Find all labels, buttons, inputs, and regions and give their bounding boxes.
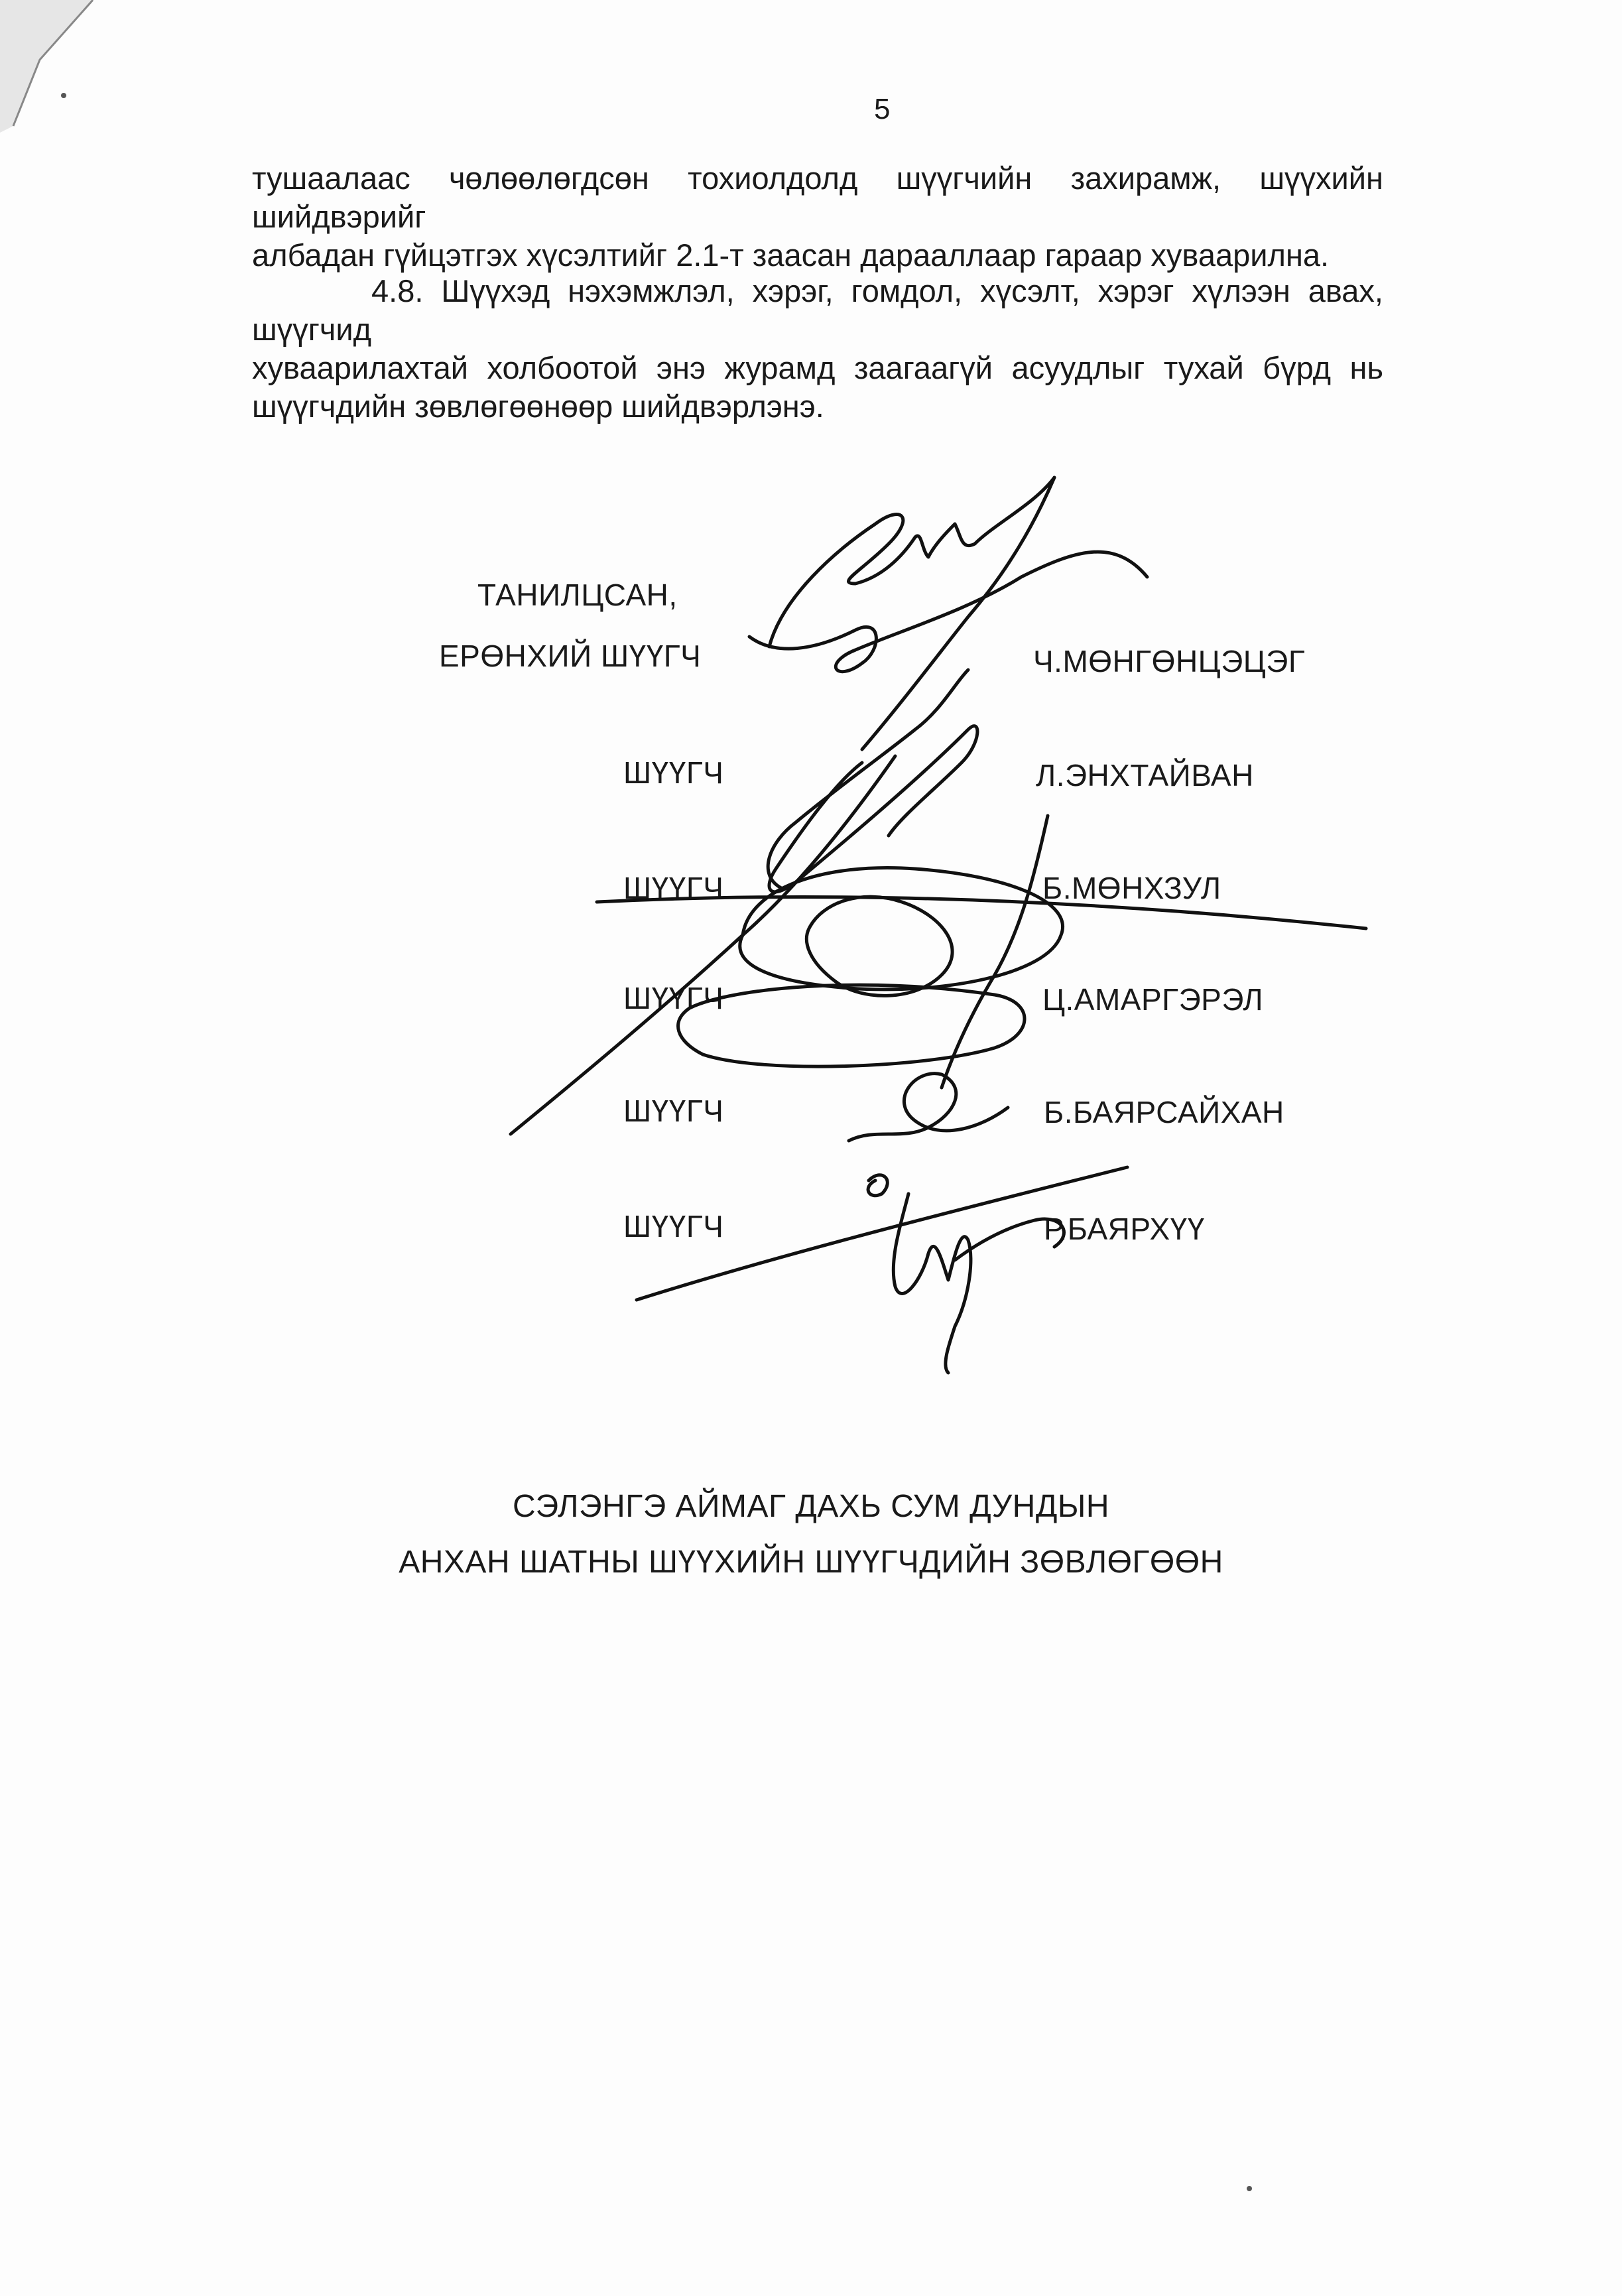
paragraph-line: албадан гүйцэтгэх хүсэлтийг 2.1-т заасан дарааллаар гараар хуваарилна. (252, 237, 1330, 273)
footer-line-1: СЭЛЭНГЭ АЙМАГ ДАХЬ СУМ ДУНДЫН (513, 1489, 1109, 1524)
signature-stroke (806, 897, 952, 995)
signature-stroke (740, 867, 1063, 989)
page-number: 5 (874, 93, 891, 125)
folded-corner-artifact (0, 0, 106, 133)
scan-speck (61, 93, 66, 98)
acknowledgement-heading: ТАНИЛЦСАН, (477, 578, 678, 612)
signatory-title: ШҮҮГЧ (623, 1094, 724, 1128)
signatory-title: ШҮҮГЧ (623, 981, 724, 1015)
signatory-name: Б.МӨНХЗУЛ (1042, 871, 1221, 905)
signatory-title: ЕРӨНХИЙ ШҮҮГЧ (439, 639, 702, 673)
signatory-name: Б.БАЯРСАЙХАН (1044, 1095, 1284, 1129)
paragraph-line: хуваарилахтай холбоотой энэ журамд заагаагүй асуудлыг тухай бүрд нь (252, 350, 1383, 385)
paragraph-line (252, 272, 1383, 349)
scan-speck (1247, 2186, 1252, 2191)
paragraph-line: шүүгчдийн зөвлөгөөнөөр шийдвэрлэнэ. (252, 389, 824, 424)
signatory-name: Ч.МӨНГӨНЦЭЦЭГ (1033, 644, 1306, 678)
signature-stroke (862, 478, 1054, 749)
signature-stroke (942, 816, 1048, 1088)
signatory-title: ШҮҮГЧ (623, 755, 724, 790)
paragraph-1 (252, 159, 1383, 275)
paragraph-line: тушаалаас чөлөөлөгдсөн тохиолдолд шүүгчийн захирамж, шүүхийн шийдвэрийг (252, 160, 1383, 234)
signature-stroke (678, 985, 1025, 1066)
footer-line-2: АНХАН ШАТНЫ ШҮҮХИЙН ШҮҮГЧДИЙН ЗӨВЛӨГӨӨН (399, 1545, 1223, 1580)
signature-stroke (893, 1194, 971, 1373)
signature-stroke (769, 478, 1054, 647)
signature-stroke (868, 1175, 887, 1196)
signature-stroke (768, 670, 968, 889)
signatory-title: ШҮҮГЧ (623, 871, 724, 905)
signatory-name: Л.ЭНХТАЙВАН (1036, 758, 1254, 793)
signature-stroke (769, 726, 977, 892)
paragraph-2 (252, 272, 1383, 426)
signatory-name: Ц.АМАРГЭРЭЛ (1042, 982, 1264, 1017)
signature-stroke (511, 756, 895, 1134)
signature-stroke (849, 1074, 1008, 1141)
paragraph-line-text: 4.8. Шүүхэд нэхэмжлэл, хэрэг, гомдол, хүсэлт, хэрэг хүлээн авах, шүүгчид (252, 273, 1383, 347)
signatory-name: Р.БАЯРХҮҮ (1044, 1212, 1205, 1246)
signatory-title: ШҮҮГЧ (623, 1209, 724, 1244)
